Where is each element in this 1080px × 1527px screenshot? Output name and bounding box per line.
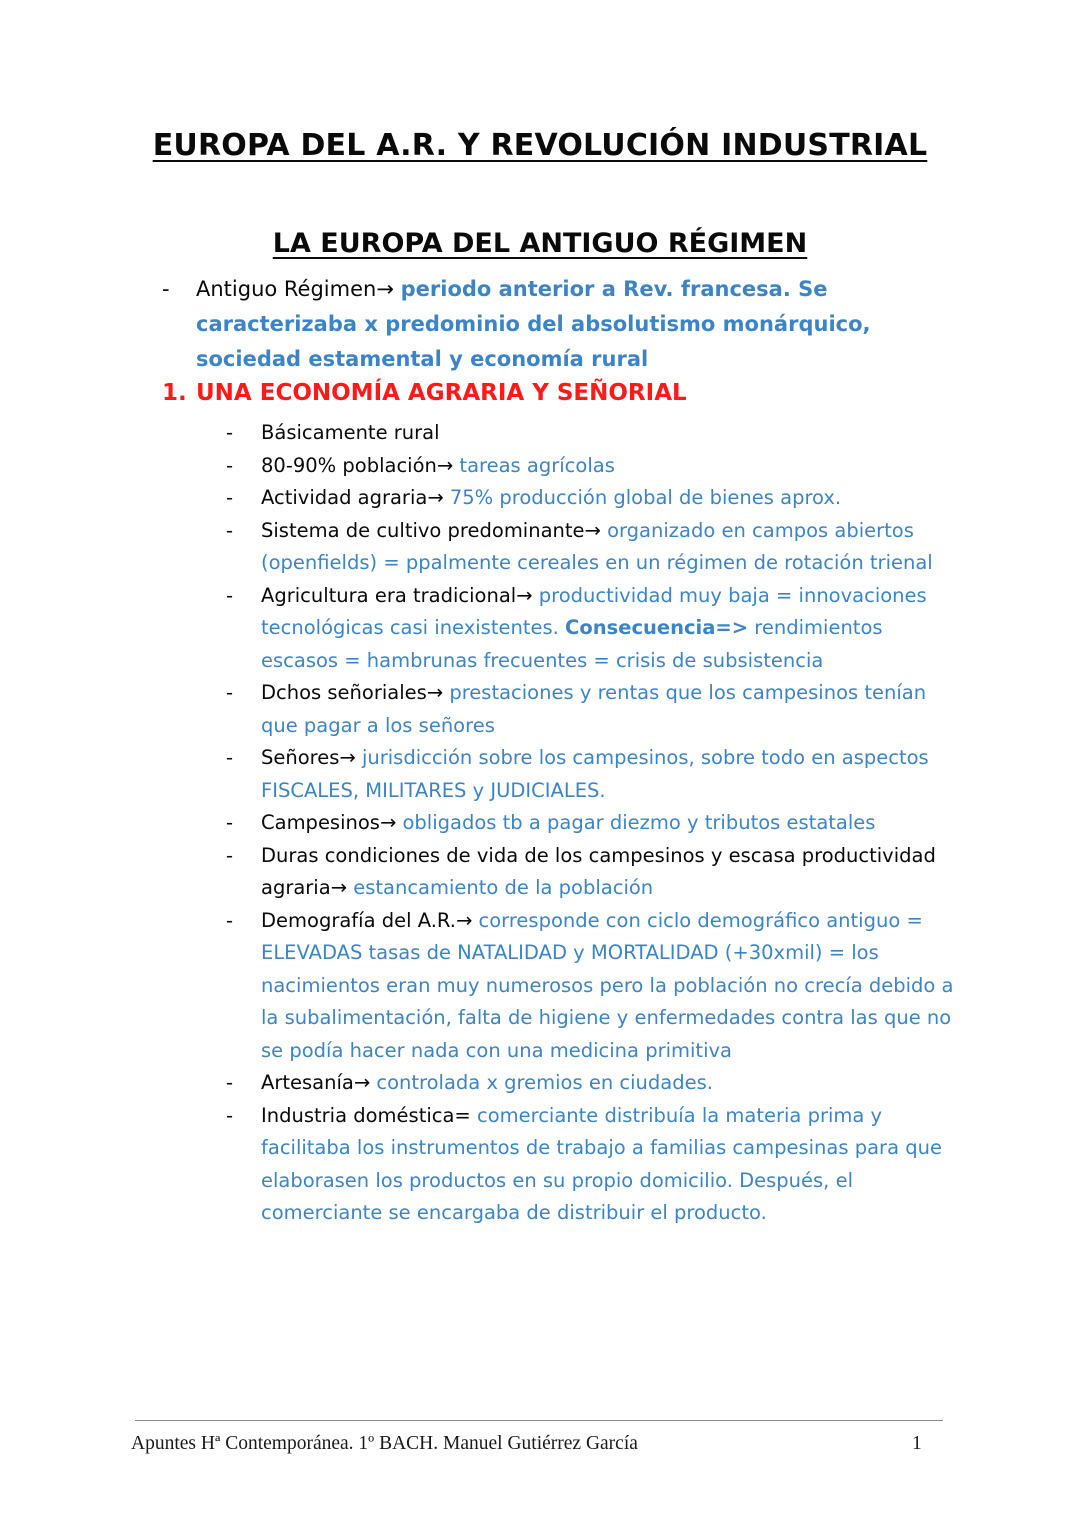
section-heading — [162, 380, 687, 406]
bullet-dash: - — [226, 811, 234, 834]
bullet-dash: - — [226, 486, 234, 509]
list-item — [226, 807, 956, 840]
item-definition: comerciante distribuía la materia prima y facilitaba los instrumentos de trabajo a familias campesinas para que elaborasen los productos en su propio domicilio. Después, el comerciante se encargaba de distribuir el producto. — [261, 1103, 942, 1224]
item-term: Agricultura era tradicional→ — [261, 583, 539, 607]
item-definition: corresponde con ciclo demográfico antiguo = ELEVADAS tasas de NATALIDAD y MORTALIDAD (+30xmil) = los nacimientos eran muy numerosos pero la población no crecía debido a la subalimentación, falta de higiene y enfermedades contra las que no se podía hacer nada con una medicina primitiva — [261, 908, 954, 1062]
footer-text: Apuntes Hª Contemporánea. 1º BACH. Manuel Gutiérrez García — [131, 1433, 638, 1454]
bullet-dash: - — [226, 583, 234, 607]
bullet-dash: - — [226, 908, 234, 932]
item-term: Señores→ — [261, 746, 362, 769]
intro-bullet — [162, 272, 882, 377]
list-item — [226, 742, 956, 807]
bullet-list — [226, 417, 956, 1230]
item-definition: jurisdicción sobre los campesinos, sobre todo en aspectos FISCALES, MILITARES y JUDICIALES. — [261, 746, 929, 802]
list-item — [226, 905, 956, 1068]
list-item — [226, 515, 956, 580]
list-item — [226, 482, 956, 515]
bullet-dash: - — [162, 277, 170, 301]
footer-divider — [135, 1420, 943, 1421]
list-item — [226, 450, 956, 483]
item-definition-continued: rendimientos escasos = hambrunas frecuentes = crisis de subsistencia — [261, 616, 883, 672]
bullet-dash: - — [226, 453, 234, 477]
intro-definition: periodo anterior a Rev. francesa. Se caracterizaba x predominio del absolutismo monárquico, sociedad estamental y economía rural — [196, 277, 871, 371]
section-title: UNA ECONOMÍA AGRARIA Y SEÑORIAL — [196, 380, 687, 406]
item-term: Industria doméstica= — [261, 1103, 477, 1127]
main-title: EUROPA DEL A.R. Y REVOLUCIÓN INDUSTRIAL — [152, 128, 928, 163]
list-item — [226, 840, 956, 905]
item-term: Duras condiciones de vida de los campesinos y escasa productividad agraria→ — [261, 843, 936, 899]
list-item — [226, 1067, 956, 1100]
item-term: Dchos señoriales→ — [261, 681, 450, 704]
bullet-dash: - — [226, 1071, 234, 1094]
item-definition: tareas agrícolas — [459, 453, 615, 477]
item-emphasis: Consecuencia=> — [565, 616, 749, 639]
item-term: 80-90% población→ — [261, 453, 460, 477]
bullet-dash: - — [226, 1103, 234, 1127]
list-item — [226, 417, 956, 450]
sub-title: LA EUROPA DEL ANTIGUO RÉGIMEN — [272, 228, 808, 259]
section-number: 1. — [162, 380, 187, 406]
list-item — [226, 677, 956, 742]
bullet-dash: - — [226, 843, 234, 867]
bullet-dash: - — [226, 681, 234, 704]
page-number: 1 — [912, 1433, 922, 1454]
item-term: Demografía del A.R.→ — [261, 908, 479, 932]
list-item — [226, 580, 956, 678]
bullet-dash: - — [226, 518, 234, 542]
item-term: Artesanía→ — [261, 1071, 377, 1094]
item-definition: 75% producción global de bienes aprox. — [449, 486, 842, 509]
item-definition: prestaciones y rentas que los campesinos tenían que pagar a los señores — [261, 681, 927, 737]
bullet-dash: - — [226, 746, 234, 769]
item-term: Básicamente rural — [261, 421, 440, 444]
item-term: Actividad agraria→ — [261, 486, 450, 509]
item-definition: productividad muy baja = innovaciones tecnológicas casi inexistentes. — [261, 583, 927, 639]
item-definition: estancamiento de la población — [353, 876, 654, 899]
intro-term: Antiguo Régimen→ — [196, 277, 401, 301]
item-definition: controlada x gremios en ciudades. — [376, 1071, 713, 1094]
item-term: Sistema de cultivo predominante→ — [261, 518, 608, 542]
item-definition: organizado en campos abiertos (openfields) = ppalmente cereales en un régimen de rotación trienal — [261, 518, 933, 574]
item-term: Campesinos→ — [261, 811, 403, 834]
item-definition: obligados tb a pagar diezmo y tributos estatales — [402, 811, 876, 834]
list-item — [226, 1100, 956, 1230]
bullet-dash: - — [226, 421, 234, 444]
